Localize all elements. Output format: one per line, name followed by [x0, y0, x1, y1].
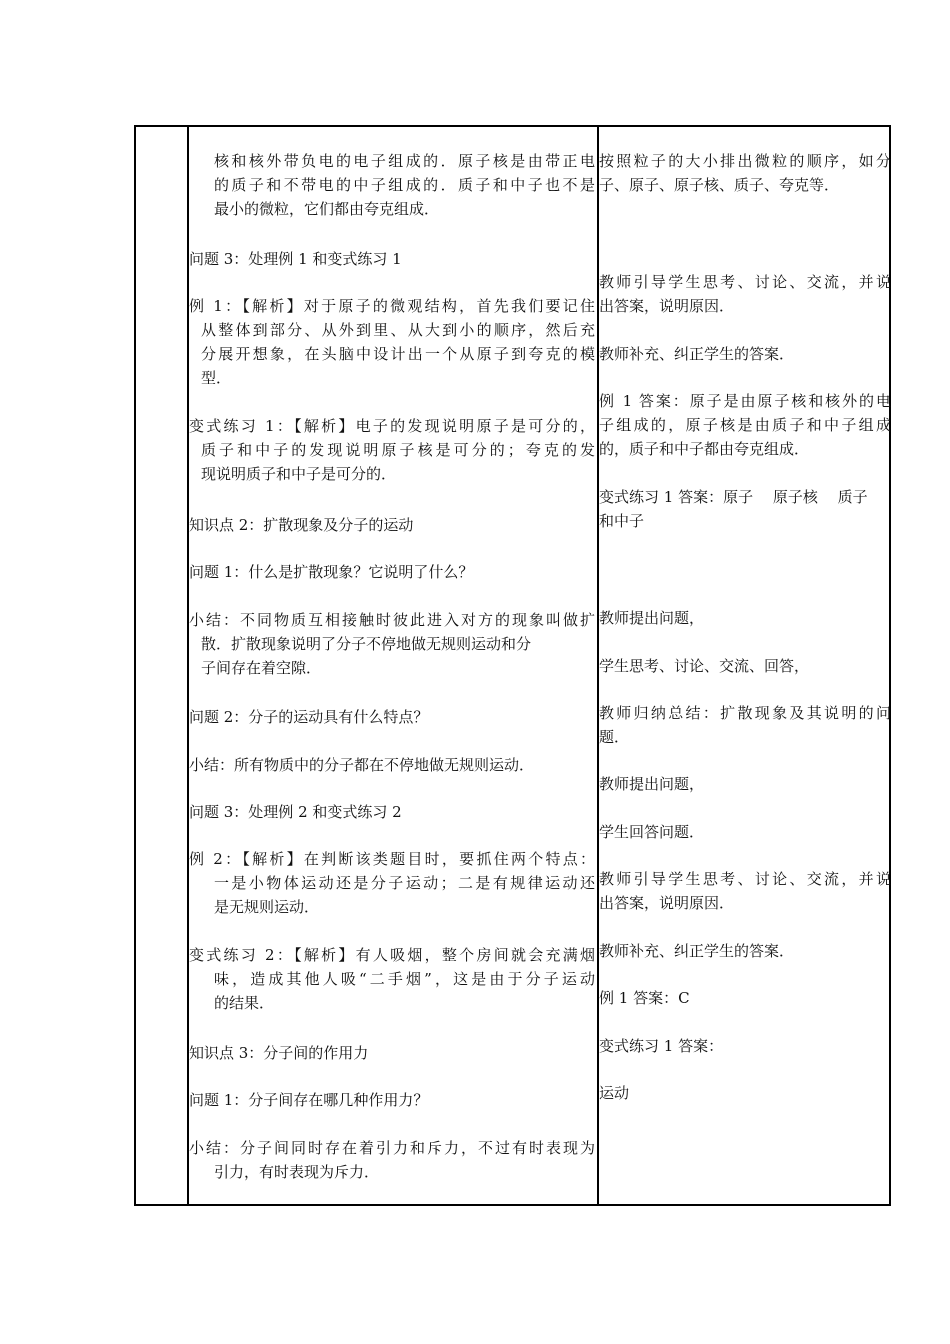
teacher-summary-note: 教师归纳总结：扩散现象及其说明的问 题．	[599, 704, 891, 746]
variant-1-analysis: 变式练习 1：【解析】电子的发现说明原子是可分的， 质子和中子的发现说明原子核是可分的；夸克的发 现说明质子和中子是可分的．	[189, 417, 595, 483]
variant-answer-heading: 变式练习 1 答案：	[599, 1037, 724, 1055]
variant-answer-value: 运动	[599, 1084, 630, 1102]
variant-1-answer: 变式练习 1 答案：原子 原子核 质子 和中子	[599, 488, 868, 530]
teacher-question-note-1: 教师提出问题，	[599, 609, 705, 627]
teacher-correct-note-2: 教师补充、纠正学生的答案．	[599, 942, 795, 960]
variant-2-analysis: 变式练习 2：【解析】有人吸烟，整个房间就会充满烟 味，造成其他人吸“二手烟”，这是由于分子运动 的结果．	[189, 946, 595, 1012]
knowledge-point-3: 知识点 3：分子间的作用力	[189, 1044, 369, 1062]
example-answer-c: 例 1 答案：C	[599, 989, 690, 1007]
teacher-guide-note-1: 教师引导学生思考、讨论、交流，并说 出答案，说明原因．	[599, 273, 891, 315]
teacher-guide-note-2: 教师引导学生思考、讨论、交流，并说 出答案，说明原因．	[599, 870, 891, 912]
particle-order-note: 按照粒子的大小排出微粒的顺序，如分 子、原子、原子核、质子、夸克等．	[599, 152, 891, 194]
summary-motion: 小结：所有物质中的分子都在不停地做无规则运动．	[189, 756, 535, 774]
student-discuss-note: 学生思考、讨论、交流、回答，	[599, 657, 810, 675]
knowledge-point-2: 知识点 2：扩散现象及分子的运动	[189, 516, 414, 534]
lesson-table	[134, 125, 891, 1206]
question-3-heading: 问题 3：处理例 1 和变式练习 1	[189, 250, 402, 268]
question-1-forces: 问题 1：分子间存在哪几种作用力？	[189, 1091, 429, 1109]
student-answer-note: 学生回答问题．	[599, 823, 705, 841]
question-3-example-2: 问题 3：处理例 2 和变式练习 2	[189, 803, 402, 821]
question-1-diffusion: 问题 1：什么是扩散现象？它说明了什么？	[189, 563, 474, 581]
teacher-question-note-2: 教师提出问题，	[599, 775, 705, 793]
example-2-analysis: 例 2：【解析】在判断该类题目时，要抓住两个特点： 一是小物体运动还是分子运动；二是有规律运动还 是无规则运动．	[189, 850, 595, 916]
intro-paragraph: 核和核外带负电的电子组成的．原子核是由带正电 的质子和不带电的中子组成的．质子和中子也不是 最小的微粒，它们都由夸克组成．	[214, 152, 595, 218]
summary-forces: 小结：分子间同时存在着引力和斥力，不过有时表现为 引力，有时表现为斥力．	[189, 1139, 595, 1181]
example-1-analysis: 例 1：【解析】对于原子的微观结构，首先我们要记住 从整体到部分、从外到里、从大到小的顺序，然后充 分展开想象，在头脑中设计出一个从原子到夸克的模 型．	[189, 297, 595, 387]
example-1-answer: 例 1 答案：原子是由原子核和核外的电 子组成的，原子核是由质子和中子组成 的，质子和中子都由夸克组成．	[599, 392, 891, 458]
teacher-correct-note-1: 教师补充、纠正学生的答案．	[599, 345, 795, 363]
question-2-motion: 问题 2：分子的运动具有什么特点？	[189, 708, 429, 726]
summary-diffusion: 小结：不同物质互相接触时彼此进入对方的现象叫做扩 散．扩散现象说明了分子不停地做无规则运动和分 子间存在着空隙．	[189, 611, 595, 677]
